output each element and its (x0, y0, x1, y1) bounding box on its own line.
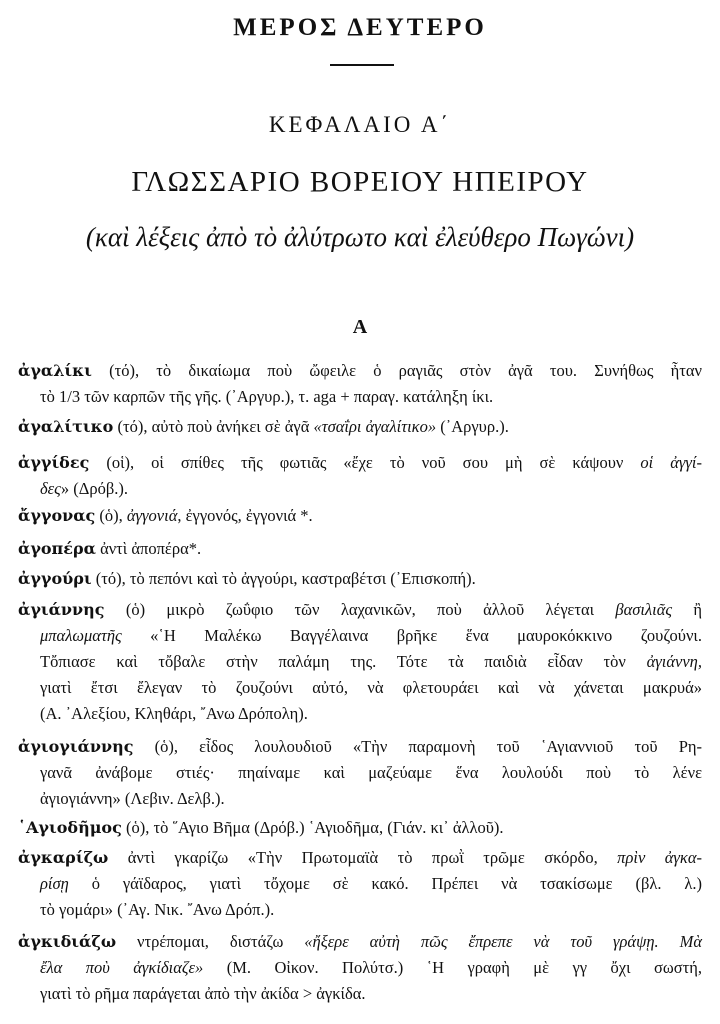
entry-text: «῾Η Μαλέκω Βαγγέλαινα βρῆκε ἕνα μαυροκόκκινο ζουζούνι. (121, 626, 702, 645)
entry-text: (ὁ), τὸ ῞Αγιο Βῆμα (Δρόβ.) ῾Αγιοδῆμα, (Γιάν. κι᾿ ἀλλοῦ). (121, 818, 504, 837)
entry-headword: ἀγκαρίζω (18, 848, 109, 867)
entry-text: (οἱ), οἱ σπίθες τῆς φωτιᾶς «ἔχε τὸ νοῦ σου μὴ σὲ κάψουν (89, 453, 641, 472)
entry-text: ἀντὶ ἀποπέρα*. (95, 539, 202, 558)
glossary-subtitle: (καὶ λέξεις ἀπὸ τὸ ἀλύτρωτο καὶ ἐλεύθερο Πωγώνι) (85, 222, 635, 252)
glossary-entry (18, 503, 702, 529)
entry-text: , ἐγγονός, ἐγγονιά *. (177, 506, 313, 525)
glossary-entry (18, 414, 702, 440)
entry-text: (ὁ) μικρὸ ζωΰφιο τῶν λαχανικῶν, ποὺ ἀλλοῦ λέγεται (104, 600, 616, 619)
entry-text: ὁ γάϊδαρος, γιατὶ τὄχομε σὲ κακό. Πρέπει νὰ τσακίσωμε (βλ. λ.) (68, 874, 702, 893)
glossary-entry (18, 536, 702, 562)
glossary-entry (18, 734, 702, 812)
entry-headword: ἀγγούρι (18, 569, 92, 588)
glossary-entry (18, 929, 702, 1007)
entry-text: ἀγιογιάννη» (Λεβιν. Δελβ.). (40, 789, 225, 808)
entry-text: (Α. ᾿Αλεξίου, Κληθάρι, ῎Ανω Δρόπολη). (40, 704, 308, 723)
entry-headword: ἀγοπέρα (18, 539, 96, 558)
entry-quote: οἱ ἀγγί- (640, 453, 703, 472)
entry-headword: ἀγκιδιάζω (18, 932, 117, 951)
glossary-entry (18, 450, 702, 502)
entry-text: γιατὶ τὸ ρῆμα παράγεται ἀπὸ τὴν ἀκίδα > ἀγκίδα. (40, 984, 366, 1003)
entry-headword: ἀγιάννης (18, 600, 105, 619)
glossary-entry (18, 845, 702, 923)
entry-text: (τό), αὐτὸ ποὺ ἀνήκει σὲ ἀγᾶ (113, 417, 314, 436)
entry-quote: ἀγγονιά (126, 506, 178, 525)
entry-text: (᾿Αργυρ.). (436, 417, 509, 436)
entry-quote: δες (40, 479, 61, 498)
entry-text: γανᾶ ἀνάβομε στιές· πηαίναμε καὶ μαζεύαμε ἕνα λουλούδι ποὺ τὸ λένε (40, 763, 702, 782)
glossary-entry (18, 597, 702, 727)
section-letter: Α (352, 316, 368, 338)
glossary-entry (18, 566, 702, 592)
part-title: ΜΕΡΟΣ ΔΕΥΤΕΡΟ (233, 14, 487, 41)
entry-headword: ἀγαλίκι (18, 361, 92, 380)
entry-headword: ἀγαλίτικο (18, 417, 114, 436)
entry-headword: ἀγιογιάννης (18, 737, 134, 756)
entry-quote: «ἤξερε αὐτὴ πῶς ἔπρεπε νὰ τοῦ γράψῃ. Μὰ (304, 932, 703, 951)
entry-quote: ἔλα ποὺ ἀγκίδιαζε» (40, 958, 204, 977)
entry-quote: βασιλιᾶς (615, 600, 673, 619)
glossary-entry (18, 358, 702, 410)
entry-quote: πρὶν ἀγκα- (617, 848, 702, 867)
entry-text: (Μ. Οἰκον. Πολύτσ.) ῾Η γραφὴ μὲ γγ ὄχι σωστή, (203, 958, 702, 977)
entry-headword: ἀγγίδες (18, 453, 90, 472)
entry-quote: μπαλωματῆς (40, 626, 122, 645)
title-divider (330, 64, 394, 66)
glossary-title: ΓΛΩΣΣΑΡΙΟ ΒΟΡΕΙΟΥ ΗΠΕΙΡΟΥ (131, 166, 589, 198)
entry-text: (τό), τὸ δικαίωμα ποὺ ὤφειλε ὁ ραγιᾶς στὸν ἀγᾶ του. Συνήθως ἦταν (91, 361, 702, 380)
entry-text: Τὄπιασε καὶ τὄβαλε στὴν παλάμη της. Τότε τὰ παιδιὰ εἶδαν τὸν (40, 652, 647, 671)
entry-text: ἢ (672, 600, 702, 619)
entry-quote: ἀγιάννη, (646, 652, 702, 671)
entry-text: (ὁ), (95, 506, 127, 525)
entry-text: τὸ 1/3 τῶν καρπῶν τῆς γῆς. (᾿Αργυρ.), τ. aga + παραγ. κατάληξη ίκι. (40, 387, 494, 406)
entry-quote: ρίσῃ (40, 874, 69, 893)
entry-text: ντρέπομαι, διστάζω (116, 932, 305, 951)
entry-text: (τό), τὸ πεπόνι καὶ τὸ ἀγγούρι, καστραβέτσι (᾿Επισκοπή). (91, 569, 476, 588)
entry-text: γιατὶ ἔτσι ἔλεγαν τὸ ζουζούνι αὐτό, νὰ φλετουράει καὶ νὰ χάνεται μακρυά» (40, 678, 702, 697)
entry-text: τὸ γομάρι» (᾿Αγ. Νικ. ῎Ανω Δρόπ.). (40, 900, 275, 919)
entry-quote: «τσαΐρι ἀγαλίτικο» (313, 417, 437, 436)
entry-text: (ὁ), εἶδος λουλουδιοῦ «Τὴν παραμονὴ τοῦ ῾Αγιαννιοῦ τοῦ Ρη- (133, 737, 702, 756)
chapter-heading: ΚΕΦΑΛΑΙΟ Α΄ (268, 112, 452, 137)
entry-headword: ἄγγονας (18, 506, 96, 525)
glossary-entry (18, 815, 702, 841)
entry-headword: ῾Αγιοδῆμος (18, 818, 122, 837)
entry-text: ἀντὶ γκαρίζω «Τὴν Πρωτομαϊὰ τὸ πρωῒ τρῶμε σκόρδο, (108, 848, 618, 867)
entry-text: » (Δρόβ.). (60, 479, 128, 498)
